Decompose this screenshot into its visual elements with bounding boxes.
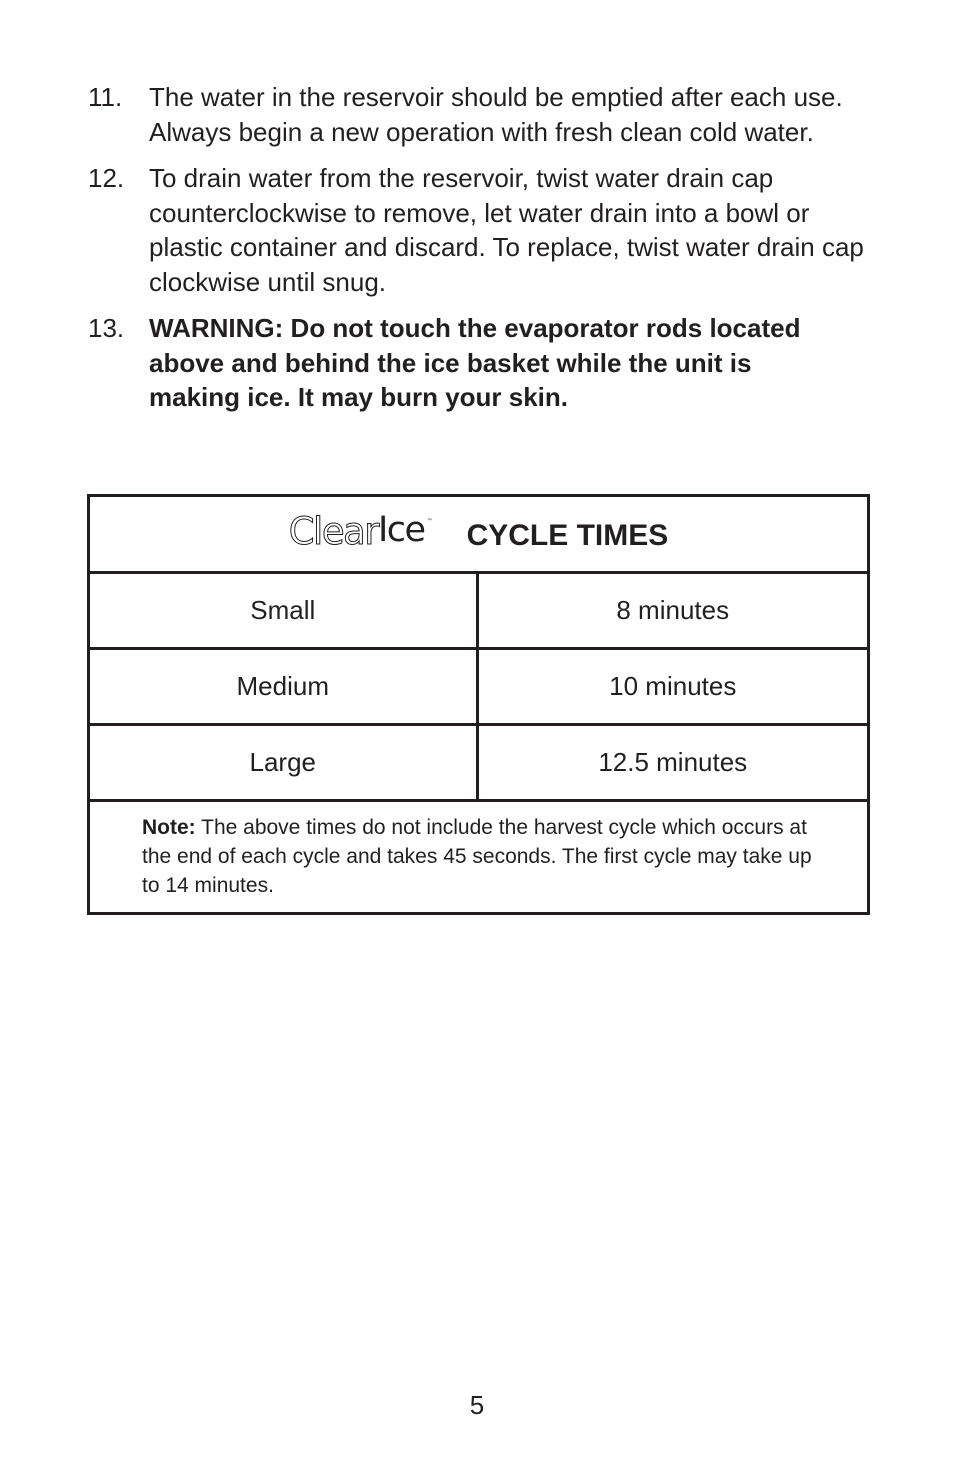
table-row [90,726,867,802]
item-number: 12. [88,163,125,193]
brand-logo-part2: Ice [377,509,425,550]
item-number: 13. [88,313,125,343]
warning-text: WARNING: Do not touch the evaporator rods located above and behind the ice basket while the unit is making ice. It may burn your skin. [149,313,801,412]
list-item [0,80,954,149]
trademark-symbol: ™ [426,517,433,525]
item-number: 11. [88,82,123,112]
time-cell: 10 minutes [609,671,737,701]
table-row [90,574,867,650]
warning-item [0,311,954,415]
page-number: 5 [469,1390,485,1420]
table-row [90,650,867,726]
table-header [90,497,867,574]
note-text: The above times do not include the harvest cycle which occurs at the end of each cycle and takes 45 seconds. The first cycle may take up to 14 minutes. [142,816,812,897]
brand-logo [289,510,433,553]
size-cell: Small [90,574,479,647]
time-cell: 12.5 minutes [598,747,748,777]
note-label: Note: [142,816,196,839]
table-note [90,802,867,912]
brand-logo-part1: Clear [288,509,378,553]
size-cell: Large [90,726,479,799]
item-text: The water in the reservoir should be emptied after each use. Always begin a new operation with fresh clean cold water. [149,82,843,147]
list-item [0,161,954,299]
item-text: To drain water from the reservoir, twist water drain cap counterclockwise to remove, let water drain into a bowl or plastic container and discard. To replace, twist water drain cap clockwise until snug. [149,163,864,297]
cycle-times-table [87,494,870,915]
time-cell: 8 minutes [616,595,730,625]
size-cell: Medium [90,650,479,723]
instruction-list [0,80,954,427]
table-title: CYCLE TIMES [466,519,669,552]
